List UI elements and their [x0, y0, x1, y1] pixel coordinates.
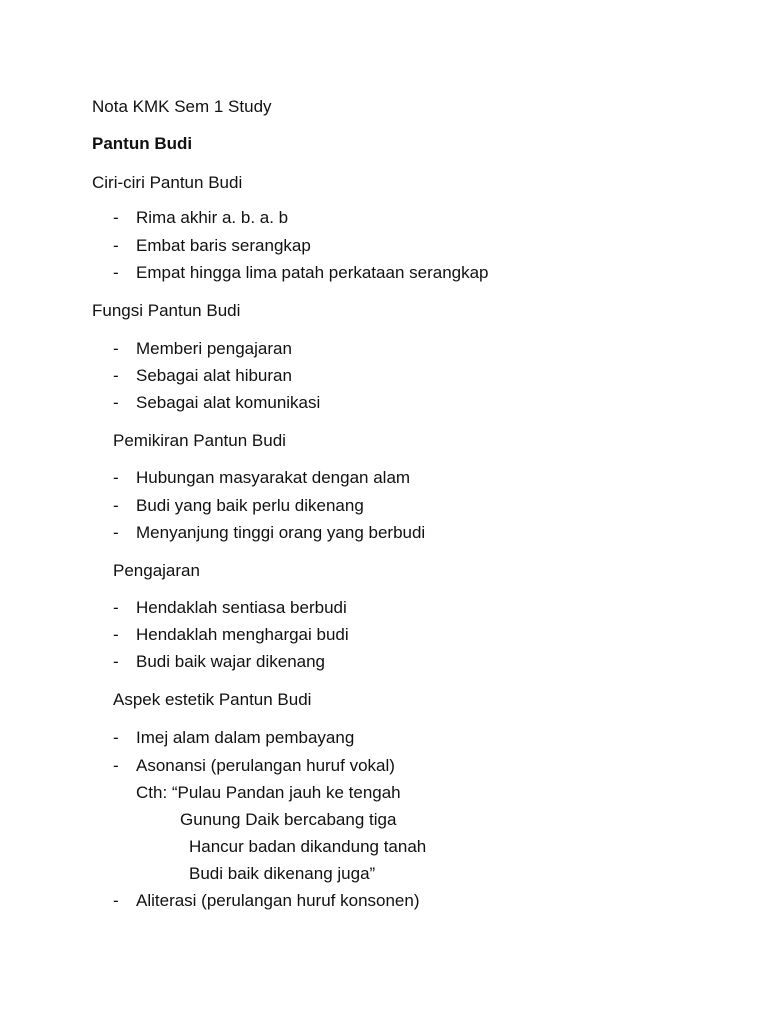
- example-line-1: Cth: “Pulau Pandan jauh ke tengah: [136, 783, 401, 802]
- example-line-3: Hancur badan dikandung tanah: [189, 837, 427, 856]
- section-heading-pengajaran: Pengajaran: [113, 561, 200, 580]
- bullet-dash: -: [113, 756, 119, 775]
- bullet-dash: -: [113, 263, 119, 282]
- bullet-dash: -: [113, 339, 119, 358]
- bullet-dash: -: [113, 891, 119, 910]
- bullet-dash: -: [113, 366, 119, 385]
- section-heading-pemikiran: Pemikiran Pantun Budi: [113, 431, 286, 450]
- list-item-pemikiran-3: Menyanjung tinggi orang yang berbudi: [136, 523, 426, 542]
- main-heading: Pantun Budi: [92, 134, 193, 153]
- example-line-2: Gunung Daik bercabang tiga: [180, 810, 397, 829]
- list-item-aspek-2: Asonansi (perulangan huruf vokal): [136, 756, 395, 775]
- list-item-fungsi-2: Sebagai alat hiburan: [136, 366, 292, 385]
- bullet-dash: -: [113, 625, 119, 644]
- list-item-aspek-3: Aliterasi (perulangan huruf konsonen): [136, 891, 420, 910]
- bullet-dash: -: [113, 468, 119, 487]
- list-item-fungsi-3: Sebagai alat komunikasi: [136, 393, 321, 412]
- list-item-fungsi-1: Memberi pengajaran: [136, 339, 292, 358]
- section-heading-ciri: Ciri-ciri Pantun Budi: [92, 173, 243, 192]
- list-item-pengajaran-2: Hendaklah menghargai budi: [136, 625, 349, 644]
- document-title: Nota KMK Sem 1 Study: [92, 97, 272, 116]
- list-item-ciri-1: Rima akhir a. b. a. b: [136, 208, 289, 227]
- list-item-aspek-1: Imej alam dalam pembayang: [136, 728, 355, 747]
- section-heading-fungsi: Fungsi Pantun Budi: [92, 301, 241, 320]
- list-item-pengajaran-3: Budi baik wajar dikenang: [136, 652, 326, 671]
- bullet-dash: -: [113, 652, 119, 671]
- bullet-dash: -: [113, 208, 119, 227]
- bullet-dash: -: [113, 598, 119, 617]
- list-item-pemikiran-1: Hubungan masyarakat dengan alam: [136, 468, 411, 487]
- list-item-pemikiran-2: Budi yang baik perlu dikenang: [136, 496, 364, 515]
- bullet-dash: -: [113, 496, 119, 515]
- list-item-ciri-3: Empat hingga lima patah perkataan serangkap: [136, 263, 489, 282]
- bullet-dash: -: [113, 236, 119, 255]
- bullet-dash: -: [113, 728, 119, 747]
- bullet-dash: -: [113, 523, 119, 542]
- bullet-dash: -: [113, 393, 119, 412]
- section-heading-aspek: Aspek estetik Pantun Budi: [113, 690, 312, 709]
- list-item-pengajaran-1: Hendaklah sentiasa berbudi: [136, 598, 347, 617]
- example-line-4: Budi baik dikenang juga”: [189, 864, 376, 883]
- list-item-ciri-2: Embat baris serangkap: [136, 236, 311, 255]
